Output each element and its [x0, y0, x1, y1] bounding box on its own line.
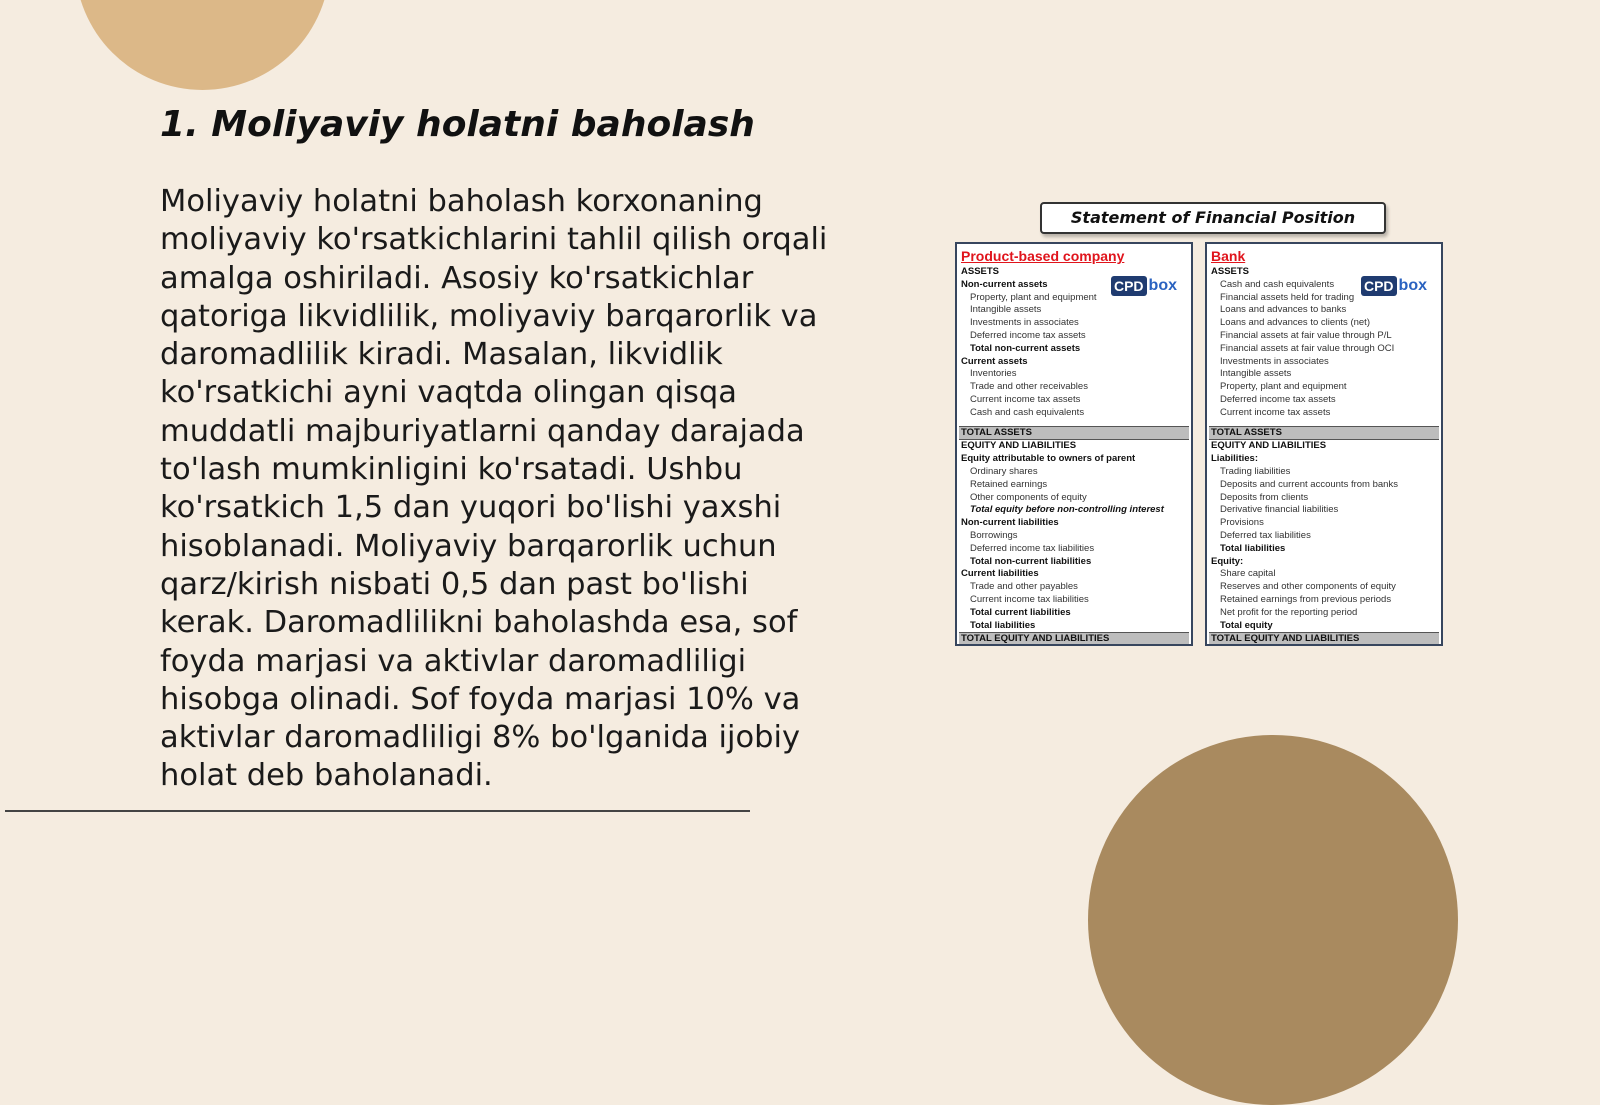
- statement-line: Total liabilities: [1220, 542, 1286, 554]
- slide-body-text: Moliyaviy holatni baholash korxonaning moliyaviy ko'rsatkichlarini tahlil qilish orqali amalga oshiriladi. Asosiy ko'rsatkichlar qatoriga likvidlilik, moliyaviy barqarorlik va daromadlilik kiradi. Masalan, likvidlik ko'rsatkichi ayni vaqtda olingan qisqa muddatli majburiyatlarni qanday darajada to'lash mumkinligini ko'rsatadi. Ushbu ko'rsatkich 1,5 dan yuqori bo'lishi yaxshi hisoblanadi. Moliyaviy barqarorlik uchun qarz/kirish nisbati 0,5 dan past bo'lishi kerak. Daromadlilikni baholashda esa, sof foyda marjasi va aktivlar daromadliligi hisobga olinadi. Sof foyda marjasi 10% va aktivlar daromadliligi 8% bo'lganida ijobiy holat deb baholanadi.: [160, 184, 828, 794]
- statement-line: Total non-current liabilities: [970, 555, 1092, 567]
- statement-line: Current income tax assets: [1220, 406, 1331, 418]
- statement-line: Net profit for the reporting period: [1220, 606, 1358, 618]
- statement-line: Total equity: [1220, 619, 1273, 631]
- statement-line: Investments in associates: [1220, 355, 1329, 367]
- cpdbox-logo: [1111, 276, 1177, 296]
- statement-line: Reserves and other components of equity: [1220, 581, 1396, 593]
- statement-line: Financial assets at fair value through P/L: [1220, 329, 1392, 341]
- statement-line: Current income tax assets: [970, 393, 1081, 405]
- statement-line: Trade and other payables: [970, 581, 1078, 593]
- statement-line: Cash and cash equivalents: [1220, 278, 1335, 290]
- statement-line: Non-current assets: [961, 278, 1048, 290]
- statement-line: Equity attributable to owners of parent: [961, 453, 1136, 465]
- decorative-circle-top: [75, 0, 330, 90]
- figure-title: Statement of Financial Position: [1040, 202, 1386, 234]
- statement-line: Liabilities:: [1211, 453, 1258, 465]
- statement-line: Current income tax liabilities: [970, 593, 1089, 605]
- decorative-circle-bottom: [1088, 735, 1458, 1105]
- statement-line: Current liabilities: [961, 568, 1039, 580]
- statement-line: Total non-current assets: [970, 342, 1081, 354]
- statement-line: Retained earnings from previous periods: [1220, 593, 1392, 605]
- statement-line: Borrowings: [970, 529, 1018, 541]
- statement-line: Non-current liabilities: [961, 517, 1059, 529]
- logo-box: box: [1398, 277, 1427, 294]
- statement-line: Loans and advances to clients (net): [1220, 317, 1370, 329]
- logo-box: box: [1148, 277, 1177, 294]
- statement-line: TOTAL EQUITY AND LIABILITIES: [1209, 632, 1439, 646]
- statement-line: Deferred income tax assets: [970, 329, 1086, 341]
- statement-line: Deferred income tax liabilities: [970, 542, 1095, 554]
- statement-line: Total current liabilities: [970, 606, 1071, 618]
- statement-line: Total equity before non-controlling interest: [970, 504, 1164, 516]
- statement-lines: [961, 266, 1187, 646]
- statement-line: Derivative financial liabilities: [1220, 504, 1339, 516]
- statement-line: Loans and advances to banks: [1220, 304, 1347, 316]
- statement-line: Current assets: [961, 355, 1028, 367]
- statement-line: Equity:: [1211, 555, 1244, 567]
- statement-line: Financial assets held for trading: [1220, 291, 1355, 303]
- logo-cpd: CPD: [1111, 276, 1147, 296]
- statement-line: Trading liabilities: [1220, 465, 1291, 477]
- statement-line: Investments in associates: [970, 317, 1079, 329]
- statement-line: Intangible assets: [970, 304, 1042, 316]
- statement-line: Trade and other receivables: [970, 381, 1088, 393]
- divider-line: [5, 810, 750, 812]
- financial-statement-figure: [955, 202, 1449, 650]
- statement-line: Property, plant and equipment: [1220, 381, 1347, 393]
- statement-line: TOTAL EQUITY AND LIABILITIES: [959, 632, 1189, 646]
- statement-line: Inventories: [970, 368, 1017, 380]
- statement-line: Share capital: [1220, 568, 1276, 580]
- statement-lines: [1211, 266, 1437, 646]
- statement-line: Total liabilities: [970, 619, 1036, 631]
- product-company-panel: [955, 242, 1193, 646]
- statement-line: Deposits from clients: [1220, 491, 1309, 503]
- panel-heading: Bank: [1211, 248, 1246, 264]
- statement-line: Cash and cash equivalents: [970, 406, 1085, 418]
- bank-panel: [1205, 242, 1443, 646]
- statement-line: Property, plant and equipment: [970, 291, 1097, 303]
- logo-cpd: CPD: [1361, 276, 1397, 296]
- statement-line: TOTAL ASSETS: [1209, 426, 1439, 441]
- cpdbox-logo: [1361, 276, 1427, 296]
- slide-title: 1. Moliyaviy holatni baholash: [160, 104, 755, 145]
- statement-line: EQUITY AND LIABILITIES: [1211, 440, 1327, 452]
- statement-line: ASSETS: [961, 266, 1000, 277]
- statement-line: Intangible assets: [1220, 368, 1292, 380]
- statement-line: EQUITY AND LIABILITIES: [961, 440, 1077, 452]
- statement-line: Financial assets at fair value through OCI: [1220, 342, 1395, 354]
- panel-heading: Product-based company: [961, 248, 1125, 264]
- statement-line: Provisions: [1220, 517, 1264, 529]
- statement-line: ASSETS: [1211, 266, 1250, 277]
- statement-line: Deposits and current accounts from banks: [1220, 478, 1398, 490]
- statement-line: Deferred tax liabilities: [1220, 529, 1311, 541]
- statement-line: Ordinary shares: [970, 465, 1038, 477]
- statement-line: Deferred income tax assets: [1220, 393, 1336, 405]
- statement-line: Other components of equity: [970, 491, 1087, 503]
- statement-line: TOTAL ASSETS: [959, 426, 1189, 441]
- statement-line: Retained earnings: [970, 478, 1048, 490]
